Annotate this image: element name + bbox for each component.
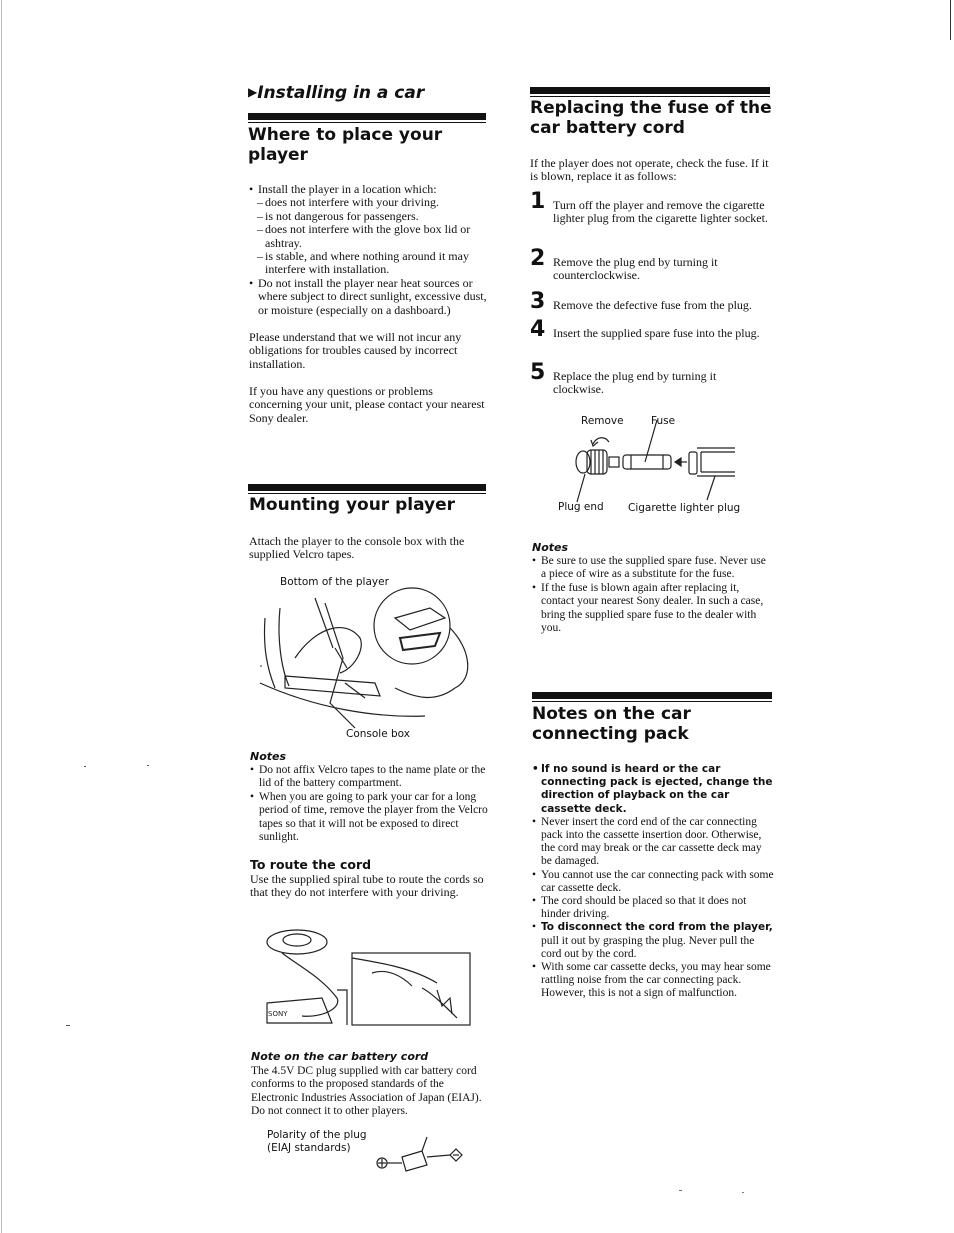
svg-text:SONY: SONY [268,1010,288,1018]
battery-note-body: The 4.5V DC plug supplied with car battery cord conforms to the proposed standards of the Electronic Industries Association of Japan (EIAJ). Do not connect it to other players. [251,1065,482,1118]
scan-speck [84,766,86,767]
pack-heading: Notes on the car connecting pack [532,704,691,744]
section-title: ▶Installing in a car [248,83,425,103]
step-number: 4 [530,317,546,342]
step-text: Remove the plug end by turning it counterclockwise. [553,255,718,283]
paragraph: If you have any questions or problems concerning your unit, please contact your nearest Sony dealer. [249,384,485,425]
list-item: • If the fuse is blown again after replacing it, contact your nearest Sony dealer. In such a case, bring the supplied spare fuse to the dealer with you. [532,582,770,636]
where-body [249,183,489,317]
step-text: Remove the defective fuse from the plug. [553,298,752,312]
triangle-icon: ▶ [248,85,258,99]
figure-label: Plug end [558,501,604,513]
list-item: • Do not affix Velcro tapes to the name plate or the lid of the battery compartment. [250,764,490,791]
step-text: Turn off the player and remove the cigarette lighter plug from the cigarette lighter socket. [553,198,768,226]
list-item: – does not interfere with your driving. [249,196,489,209]
notes-title: Notes [250,750,287,763]
figure-label: Remove [581,415,624,427]
heading-bar [532,692,772,699]
scan-edge-left [1,0,2,1233]
list-item: • Install the player in a location which: – does not interfere with your driving. – is not dangerous for passengers. – does not interfere with the glove box lid or ashtray. – is stable, and where nothing around it may interfere with installation. [249,183,489,277]
list-item: • The cord should be placed so that it does not hinder driving. [532,895,774,921]
mounting-heading: Mounting your player [249,495,456,515]
heading-bar [248,484,486,491]
paragraph: Please understand that we will not incur any obligations for troubles caused by incorrect installation. [249,330,462,371]
step-text: Replace the plug end by turning it clockwise. [553,369,717,397]
console-mounting-illustration [255,588,475,728]
step-text: Insert the supplied spare fuse into the plug. [553,326,760,340]
heading-bar [248,113,486,120]
scan-speck [147,765,149,766]
fuse-intro: If the player does not operate, check the fuse. If it is blown, replace it as follows: [530,156,769,184]
step-number: 5 [530,360,546,385]
figure-label: Console box [346,728,410,740]
list-item: • Be sure to use the supplied spare fuse. Never use a piece of wire as a substitute for the fuse. [532,555,770,582]
pack-notes [532,763,774,1001]
cord-routing-illustration [262,928,492,1028]
scan-speck [679,1190,682,1191]
polarity-plug-icon [372,1135,467,1175]
list-item: • When you are going to park your car for a long period of time, remove the player from the Velcro tapes so that it will not be exposed to direct sunlight. [250,791,490,845]
route-title: To route the cord [250,857,372,872]
fuse-replacement-illustration [565,430,740,500]
mounting-body: Attach the player to the console box with the supplied Velcro tapes. [249,534,465,562]
step-number: 3 [530,289,546,314]
figure-label: Cigarette lighter plug [628,502,741,514]
list-item: • Do not install the player near heat sources or where subject to direct sunlight, excessive dust, or moisture (especially on a dashboard.) [249,277,489,317]
heading-bar [530,87,770,94]
scan-edge-right [950,0,951,40]
list-item: • Never insert the cord end of the car connecting pack into the cassette insertion door. Otherwise, the cord may break or the car cassette deck may be damaged. [532,816,774,869]
step-number: 1 [530,189,546,214]
polarity-label: Polarity of the plug (EIAJ standards) [267,1129,367,1154]
list-item: • If no sound is heard or the car connecting pack is ejected, change the direction of playback on the car cassette deck. [532,763,774,816]
step-number: 2 [530,246,546,271]
battery-note-title: Note on the car battery cord [251,1050,429,1063]
scan-speck [66,1025,70,1026]
figure-label: Fuse [651,415,676,427]
scan-speck [742,1192,744,1193]
notes-list [250,764,490,844]
list-item: – is not dangerous for passengers. [249,210,489,223]
fuse-heading: Replacing the fuse of the car battery cord [530,98,772,138]
route-body: Use the supplied spiral tube to route the cords so that they do not interfere with your driving. [250,872,484,900]
list-item: – is stable, and where nothing around it may interfere with installation. [249,250,489,277]
list-item: • With some car cassette decks, you may hear some rattling noise from the car connecting pack. However, this is not a sign of malfunction. [532,961,774,1001]
list-item: – does not interfere with the glove box lid or ashtray. [249,223,489,250]
notes-list [532,555,770,635]
list-item: • You cannot use the car connecting pack with some car cassette deck. [532,869,774,895]
list-item: • To disconnect the cord from the player, pull it out by grasping the plug. Never pull the cord out by the cord. [532,921,774,961]
where-heading: Where to place your player [248,125,443,165]
figure-label: Bottom of the player [280,576,389,588]
notes-title: Notes [532,541,569,554]
